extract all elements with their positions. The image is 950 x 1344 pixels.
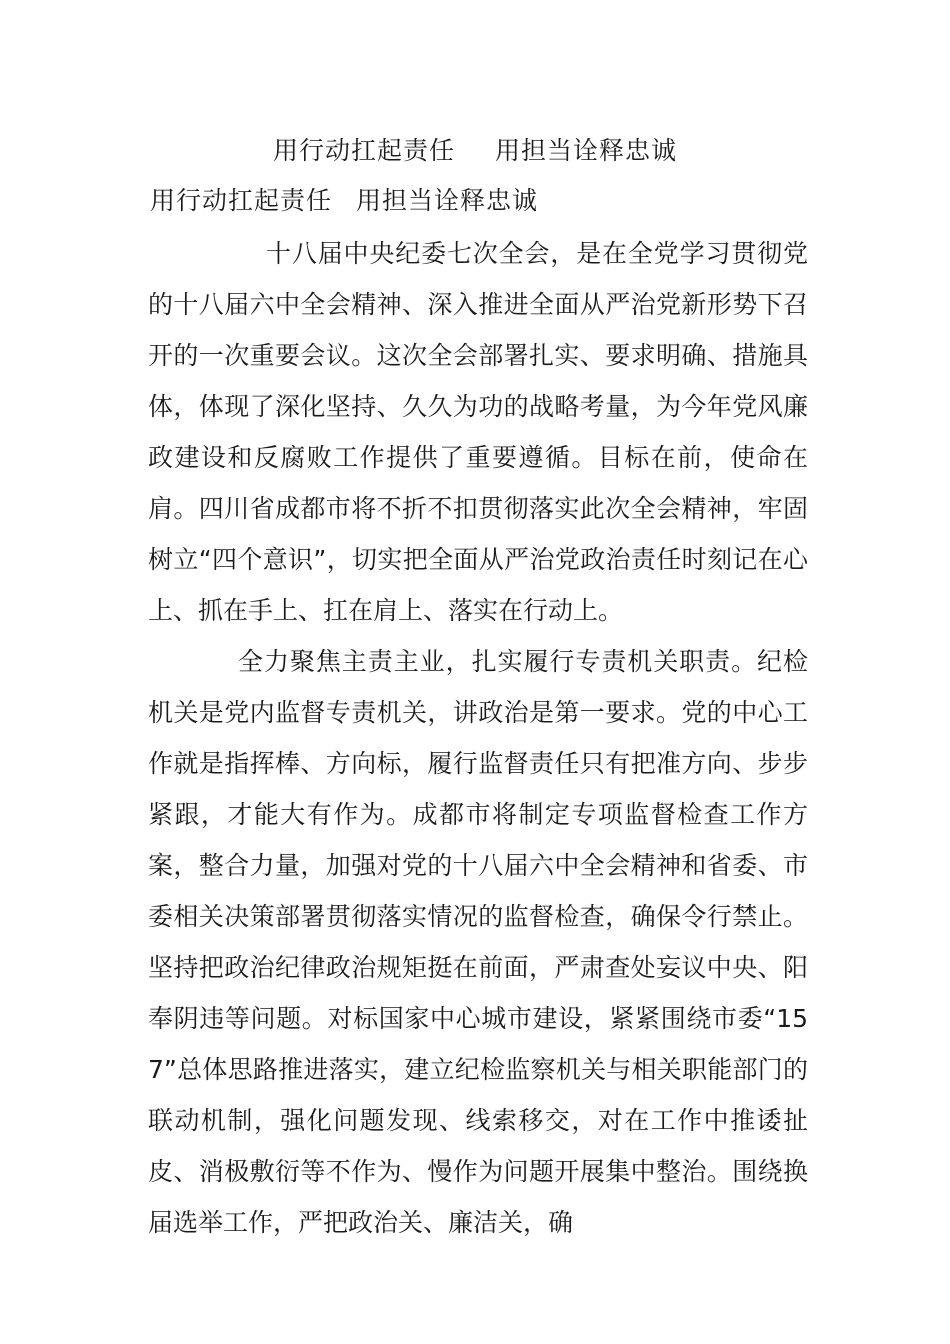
document-title-centered xyxy=(0,134,950,168)
document-body xyxy=(148,228,808,1248)
title-part-2: 用担当诠释忠诚 xyxy=(495,136,678,165)
paragraph-2: 全力聚焦主责主业，扎实履行专责机关职责。纪检机关是党内监督专责机关，讲政治是第一要求。党的中心工作就是指挥棒、方向标，履行监督责任只有把准方向、步步紧跟，才能大有作为。成都市将制定专项监督检查工作方案，整合力量，加强对党的十八届六中全会精神和省委、市委相关决策部署贯彻落实情况的监督检查，确保令行禁止。坚持把政治纪律政治规矩挺在前面，严肃查处妄议中央、阳奉阴违等问题。对标国家中心城市建设，紧紧围绕市委“157”总体思路推进落实，建立纪检监察机关与相关职能部门的联动机制，强化问题发现、线索移交，对在工作中推诿扯皮、消极敷衍等不作为、慢作为问题开展集中整治。围绕换届选举工作，严把政治关、廉洁关，确 xyxy=(148,647,808,1237)
title-left-part-1: 用行动扛起责任 xyxy=(150,186,333,215)
document-title-left xyxy=(150,184,538,218)
title-part-1: 用行动扛起责任 xyxy=(272,136,455,165)
title-left-part-2: 用担当诠释忠诚 xyxy=(356,186,539,215)
paragraph-1: 十八届中央纪委七次全会，是在全党学习贯彻党的十八届六中全会精神、深入推进全面从严治党新形势下召开的一次重要会议。这次全会部署扎实、要求明确、措施具体，体现了深化坚持、久久为功的战略考量，为今年党风廉政建设和反腐败工作提供了重要遵循。目标在前，使命在肩。四川省成都市将不折不扣贯彻落实此次全会精神，牢固树立“四个意识”，切实把全面从严治党政治责任时刻记在心上、抓在手上、扛在肩上、落实在行动上。 xyxy=(148,239,808,625)
